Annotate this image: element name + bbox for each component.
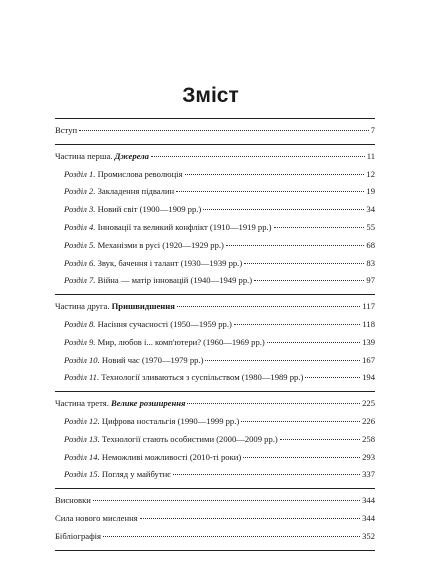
chapter-number: Розділ 5. xyxy=(64,239,96,250)
toc-leader-dots xyxy=(103,536,360,537)
chapter-number: Розділ 9. xyxy=(64,336,96,347)
chapter-page: 55 xyxy=(366,221,375,232)
chapter-number: Розділ 8. xyxy=(64,318,96,329)
toc-section-ending xyxy=(55,489,375,549)
toc-entry-label: Вступ xyxy=(55,125,78,135)
chapter-number: Розділ 12. xyxy=(64,415,100,426)
chapter-title: Звук, бачення і талант (1930—1939 рр.) xyxy=(97,257,243,268)
toc-chapter-entry xyxy=(55,183,375,201)
toc-chapter-entry xyxy=(55,272,375,290)
toc-section-part3 xyxy=(55,392,375,489)
toc-leader-dots xyxy=(185,174,365,175)
toc-entry-page: 225 xyxy=(362,398,375,409)
toc-leader-dots xyxy=(244,263,364,264)
chapter-page: 12 xyxy=(366,168,375,179)
toc-leader-dots xyxy=(305,377,360,378)
toc-entry-page: 344 xyxy=(362,495,375,506)
toc-leader-dots xyxy=(243,457,360,458)
chapter-page: 83 xyxy=(366,257,375,268)
toc-leader-dots xyxy=(176,191,364,192)
toc-chapter-entry xyxy=(55,334,375,352)
toc-entry-label: Бібліографія xyxy=(55,530,101,541)
chapter-title: Мир, любов і... комп'ютери? (1960—1969 рр.) xyxy=(97,336,265,347)
chapter-number: Розділ 11. xyxy=(64,372,100,383)
chapter-page: 167 xyxy=(362,354,375,365)
chapter-title: Цифрова ностальгія (1990—1999 рр.) xyxy=(101,415,240,426)
toc-part-emph: Велике розширення xyxy=(111,398,186,409)
toc-entry-bibliography xyxy=(55,528,375,546)
table-of-contents xyxy=(55,118,375,551)
chapter-page: 118 xyxy=(362,318,375,329)
chapter-title: Механізми в русі (1920—1929 рр.) xyxy=(97,239,224,250)
toc-leader-dots xyxy=(205,360,360,361)
chapter-title: Промислова революція xyxy=(97,168,183,179)
chapter-page: 194 xyxy=(362,372,375,383)
chapter-number: Розділ 6. xyxy=(64,257,96,268)
chapter-number: Розділ 15. xyxy=(64,469,100,480)
chapter-page: 226 xyxy=(362,415,375,426)
toc-entry-page: 344 xyxy=(362,512,375,523)
chapter-title: Новий світ (1900—1909 рр.) xyxy=(97,204,202,215)
toc-leader-dots xyxy=(234,324,361,325)
chapter-page: 337 xyxy=(362,469,375,480)
chapter-page: 34 xyxy=(366,204,375,215)
toc-section-part1 xyxy=(55,145,375,295)
chapter-title: Технології зливаються з суспільством (1980—1989 рр.) xyxy=(101,372,304,383)
toc-chapter-entry xyxy=(55,352,375,370)
toc-chapter-entry xyxy=(55,369,375,387)
toc-part-heading xyxy=(55,298,375,316)
chapter-title: Інновації та великий конфлікт (1910—1919 рр.) xyxy=(97,221,272,232)
toc-part-label: Частина третя. Велике розширення xyxy=(55,398,186,409)
toc-part-label: Частина друга. Пришвидшення xyxy=(55,301,175,312)
chapter-page: 68 xyxy=(366,239,375,250)
toc-part-heading xyxy=(55,148,375,166)
toc-chapter-entry xyxy=(55,316,375,334)
chapter-page: 293 xyxy=(362,451,375,462)
chapter-title: Насіння сучасності (1950—1959 рр.) xyxy=(97,318,232,329)
toc-chapter-entry xyxy=(55,431,375,449)
toc-chapter-entry xyxy=(55,413,375,431)
chapter-title: Погляд у майбутнє xyxy=(101,469,171,480)
toc-section-intro xyxy=(55,119,375,145)
toc-leader-dots xyxy=(203,209,364,210)
toc-entry-page: 11 xyxy=(366,150,375,161)
toc-leader-dots xyxy=(187,403,360,404)
toc-entry-intro xyxy=(55,122,375,140)
toc-entry-conclusions xyxy=(55,492,375,510)
chapter-page: 139 xyxy=(362,336,375,347)
toc-part-emph: Пришвидшення xyxy=(111,301,175,312)
chapter-page: 97 xyxy=(366,275,375,286)
chapter-number: Розділ 3. xyxy=(64,204,96,215)
toc-chapter-entry xyxy=(55,449,375,467)
toc-entry-page: 352 xyxy=(362,530,375,541)
toc-chapter-entry xyxy=(55,201,375,219)
toc-leader-dots xyxy=(140,518,360,519)
toc-leader-dots xyxy=(280,439,360,440)
chapter-number: Розділ 2. xyxy=(64,186,96,197)
toc-chapter-entry xyxy=(55,219,375,237)
toc-section-part2 xyxy=(55,295,375,392)
chapter-title: Технології стають особистими (2000—2009 рр.) xyxy=(101,433,278,444)
toc-leader-dots xyxy=(173,474,360,475)
chapter-title: Неможливі можливості (2010-ті роки) xyxy=(101,451,242,462)
chapter-title: Новий час (1970—1979 рр.) xyxy=(101,354,204,365)
toc-chapter-entry xyxy=(55,166,375,184)
page-title: Зміст xyxy=(182,84,239,107)
toc-entry-new-thinking xyxy=(55,510,375,528)
toc-entry-page: 117 xyxy=(362,301,375,312)
chapter-number: Розділ 1. xyxy=(64,168,96,179)
toc-leader-dots xyxy=(274,227,365,228)
toc-leader-dots xyxy=(93,500,360,501)
toc-leader-dots xyxy=(226,245,365,246)
chapter-title: Війна — матір інновацій (1940—1949 рр.) xyxy=(97,275,253,286)
toc-leader-dots xyxy=(79,130,369,131)
toc-leader-dots xyxy=(241,421,360,422)
toc-entry-label: Висновки xyxy=(55,495,91,506)
toc-chapter-entry xyxy=(55,237,375,255)
chapter-page: 19 xyxy=(366,186,375,197)
toc-entry-page: 7 xyxy=(370,125,375,135)
toc-leader-dots xyxy=(177,306,361,307)
chapter-page: 258 xyxy=(362,433,375,444)
toc-part-heading xyxy=(55,395,375,413)
chapter-number: Розділ 14. xyxy=(64,451,100,462)
chapter-number: Розділ 13. xyxy=(64,433,100,444)
toc-leader-dots xyxy=(267,342,360,343)
chapter-number: Розділ 10. xyxy=(64,354,100,365)
chapter-number: Розділ 4. xyxy=(64,221,96,232)
toc-entry-label: Сила нового мислення xyxy=(55,512,138,523)
toc-leader-dots xyxy=(151,156,365,157)
toc-part-emph: Джерела xyxy=(114,150,149,161)
toc-leader-dots xyxy=(254,280,364,281)
toc-part-label: Частина перша. Джерела xyxy=(55,150,149,161)
toc-chapter-entry xyxy=(55,466,375,484)
chapter-number: Розділ 7. xyxy=(64,275,96,286)
chapter-title: Закладення підвалин xyxy=(97,186,175,197)
toc-chapter-entry xyxy=(55,255,375,273)
